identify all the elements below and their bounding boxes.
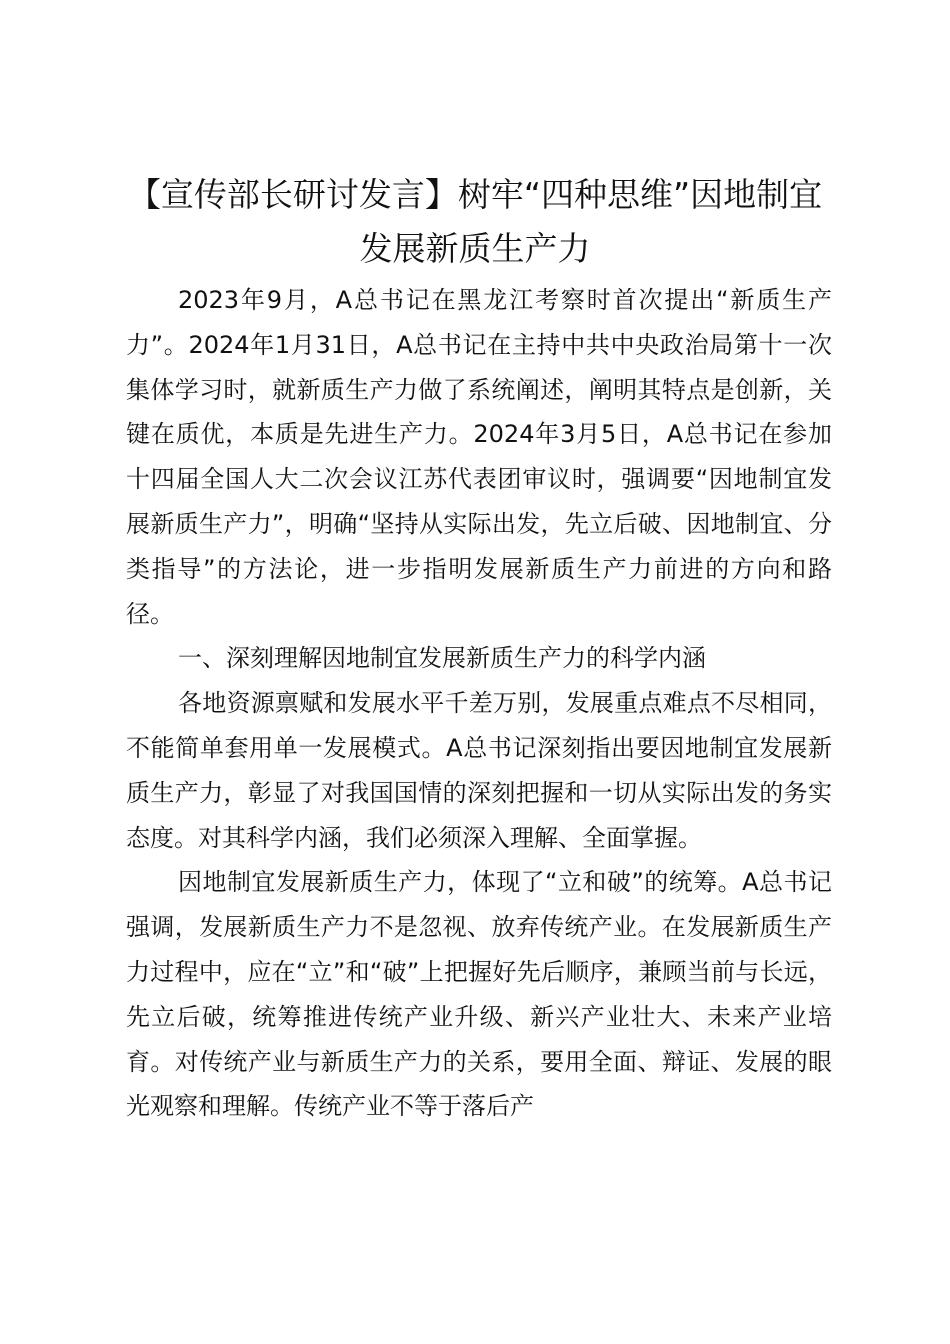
section-paragraph-2: 因地制宜发展新质生产力，体现了“立和破”的统筹。A总书记强调，发展新质生产力不是忽视、放弃传统产业。在发展新质生产力过程中，应在“立”和“破”上把握好先后顺序，兼顾当前与长远，先立后破，统筹推进传统产业升级、新兴产业壮大、未来产业培育。对传统产业与新质生产力的关系，要用全面、辩证、发展的眼光观察和理解。传统产业不等于落后产 [126, 868, 832, 1121]
section-heading: 一、深刻理解因地制宜发展新质生产力的科学内涵 [178, 644, 706, 673]
document-title: 【宣传部长研讨发言】树牢“四种思维”因地制宜发展新质生产力 [127, 175, 823, 268]
intro-paragraph: 2023年9月，A总书记在黑龙江考察时首次提出“新质生产力”。2024年1月31日，A总书记在主持中共中央政治局第十一次集体学习时，就新质生产力做了系统阐述，阐明其特点是创新，关键在质优，本质是先进生产力。2024年3月5日，A总书记在参加十四届全国人大二次会议江苏代表团审议时，强调要“因地制宜发展新质生产力”，明确“坚持从实际出发，先立后破、因地制宜、分类指导”的方法论，进一步指明发展新质生产力前进的方向和路径。 [126, 286, 832, 628]
document-body [126, 278, 832, 1129]
section-paragraph-1: 各地资源禀赋和发展水平千差万别，发展重点难点不尽相同，不能简单套用单一发展模式。A总书记深刻指出要因地制宜发展新质生产力，彰显了对我国国情的深刻把握和一切从实际出发的务实态度。对其科学内涵，我们必须深入理解、全面掌握。 [126, 689, 832, 852]
